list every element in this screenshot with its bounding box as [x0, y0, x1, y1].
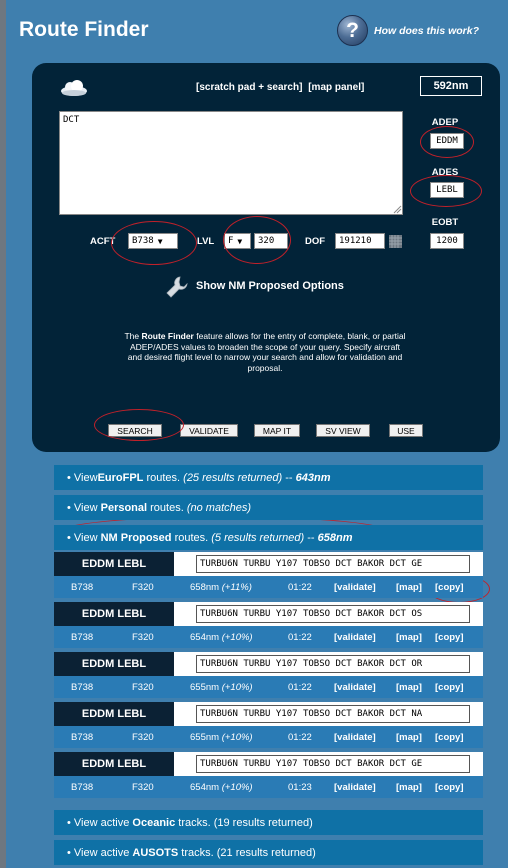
chevron-down-icon: ▼ [237, 236, 243, 246]
validate-link[interactable]: [validate] [334, 731, 376, 743]
eobt-input[interactable]: 1200 [430, 233, 464, 249]
search-button[interactable]: SEARCH [108, 424, 162, 437]
result-level: F320 [132, 781, 154, 793]
ades-label: ADES [431, 167, 459, 178]
map-link[interactable]: [map] [396, 581, 422, 593]
bar-mid: routes. [143, 471, 184, 484]
validate-link[interactable]: [validate] [334, 631, 376, 643]
result-level: F320 [132, 581, 154, 593]
bar-tail: 643nm [295, 471, 331, 484]
validate-link[interactable]: [validate] [334, 681, 376, 693]
airport-pair: EDDM LEBL [54, 552, 174, 576]
distance-display: 592nm [420, 76, 482, 96]
map-panel-link[interactable]: [map panel] [308, 82, 365, 93]
dof-input[interactable]: 191210 [335, 233, 385, 249]
bar-prefix: • View [67, 501, 101, 514]
result-acft: B738 [71, 581, 94, 593]
lvl-prefix-value: F [228, 236, 234, 246]
result-dist-value: 654nm [190, 631, 220, 643]
scratch-pad-textarea[interactable]: DCT [59, 111, 403, 215]
bar-mid: routes. [171, 531, 212, 544]
route-string-field[interactable]: TURBU6N TURBU Y107 TOBSO DCT BAKOR DCT OS [196, 605, 470, 623]
validate-button[interactable]: VALIDATE [180, 424, 238, 437]
bar-post: tracks. (19 results returned) [175, 816, 313, 829]
result-info-row [54, 726, 483, 748]
result-dist-value: 655nm [190, 731, 220, 743]
airport-pair: EDDM LEBL [54, 702, 174, 726]
result-info-row [54, 776, 483, 798]
adep-label: ADEP [431, 117, 459, 128]
result-distance [190, 632, 253, 643]
description-post: feature allows for the entry of complete, blank, or partial ADEP/ADES values to broaden the scope of your query. Specify aircraft and desired flight level to narrow your search and allow for validation and proposal. [127, 331, 406, 373]
bar-prefix: • View active [67, 846, 133, 859]
result-distance [190, 782, 253, 793]
result-item [54, 752, 483, 798]
bar-tail: 658nm [317, 531, 353, 544]
view-nm-proposed-bar[interactable] [54, 525, 483, 550]
left-edge-bar [0, 0, 6, 868]
bar-bold: EuroFPL [97, 471, 144, 484]
description-pre: The [124, 331, 142, 341]
result-percent: (+10%) [221, 781, 253, 793]
result-time: 01:22 [288, 581, 312, 593]
ades-input[interactable]: LEBL [430, 182, 464, 198]
bar-prefix: • View [67, 531, 101, 544]
result-level: F320 [132, 731, 154, 743]
airport-pair: EDDM LEBL [54, 752, 174, 776]
copy-link[interactable]: [copy] [435, 781, 464, 793]
bar-italic: (5 results returned) [211, 531, 305, 544]
use-button[interactable]: USE [389, 424, 423, 437]
result-time: 01:22 [288, 731, 312, 743]
acft-select[interactable] [128, 233, 178, 249]
copy-link[interactable]: [copy] [435, 731, 464, 743]
map-link[interactable]: [map] [396, 781, 422, 793]
view-oceanic-bar[interactable] [54, 810, 483, 835]
bar-bold: NM Proposed [100, 531, 172, 544]
result-percent: (+10%) [221, 631, 253, 643]
view-eurofpl-bar[interactable] [54, 465, 483, 490]
result-info-row [54, 676, 483, 698]
result-distance [190, 732, 253, 743]
result-percent: (+10%) [221, 731, 253, 743]
result-time: 01:22 [288, 631, 312, 643]
bar-post: tracks. (21 results returned) [178, 846, 316, 859]
map-link[interactable]: [map] [396, 731, 422, 743]
map-link[interactable]: [map] [396, 681, 422, 693]
result-level: F320 [132, 681, 154, 693]
bar-post: -- [282, 471, 296, 484]
copy-link[interactable]: [copy] [435, 581, 464, 593]
acft-value: B738 [132, 236, 154, 246]
view-personal-bar[interactable] [54, 495, 483, 520]
show-nm-options-link[interactable]: Show NM Proposed Options [196, 280, 344, 292]
result-distance [190, 582, 252, 593]
result-time: 01:23 [288, 781, 312, 793]
lvl-prefix-select[interactable] [224, 233, 251, 249]
validate-link[interactable]: [validate] [334, 781, 376, 793]
copy-link[interactable]: [copy] [435, 631, 464, 643]
sv-view-button[interactable]: SV VIEW [316, 424, 370, 437]
copy-link[interactable]: [copy] [435, 681, 464, 693]
result-dist-value: 658nm [190, 581, 220, 593]
route-string-field[interactable]: TURBU6N TURBU Y107 TOBSO DCT BAKOR DCT GE [196, 755, 470, 773]
lvl-label: LVL [197, 236, 215, 247]
result-acft: B738 [71, 781, 94, 793]
airport-pair: EDDM LEBL [54, 602, 174, 626]
bar-prefix: • View active [67, 816, 133, 829]
resize-grip-icon[interactable] [392, 204, 402, 214]
bar-italic: (25 results returned) [183, 471, 283, 484]
result-item [54, 702, 483, 748]
adep-input[interactable]: EDDM [430, 133, 464, 149]
result-time: 01:22 [288, 681, 312, 693]
wrench-icon[interactable] [165, 275, 189, 299]
bar-italic: (no matches) [186, 501, 252, 514]
bar-bold: AUSOTS [132, 846, 179, 859]
result-item [54, 652, 483, 698]
result-info-row [54, 576, 483, 598]
validate-link[interactable]: [validate] [334, 581, 376, 593]
description-text [124, 331, 406, 373]
airport-pair: EDDM LEBL [54, 652, 174, 676]
bar-post: -- [304, 531, 318, 544]
scratch-pad-search-link[interactable]: [scratch pad + search] [196, 82, 303, 93]
bar-mid: routes. [147, 501, 187, 514]
result-info-row [54, 626, 483, 648]
route-string-field[interactable]: TURBU6N TURBU Y107 TOBSO DCT BAKOR DCT OR [196, 655, 470, 673]
result-percent: (+10%) [221, 681, 253, 693]
bar-bold: Personal [100, 501, 148, 514]
result-acft: B738 [71, 681, 94, 693]
result-dist-value: 654nm [190, 781, 220, 793]
map-it-button[interactable]: MAP IT [254, 424, 300, 437]
cloud-icon [59, 79, 89, 97]
bar-prefix: • View [67, 471, 98, 484]
chevron-down-icon: ▼ [157, 236, 163, 246]
result-percent: (+11%) [221, 581, 252, 593]
how-does-this-work-link[interactable]: How does this work? [374, 25, 480, 37]
result-item [54, 602, 483, 648]
result-acft: B738 [71, 631, 94, 643]
lvl-input[interactable]: 320 [254, 233, 288, 249]
map-link[interactable]: [map] [396, 631, 422, 643]
route-string-field[interactable]: TURBU6N TURBU Y107 TOBSO DCT BAKOR DCT NA [196, 705, 470, 723]
eobt-label: EOBT [431, 217, 459, 228]
acft-label: ACFT [90, 236, 116, 247]
bar-bold: Oceanic [132, 816, 176, 829]
calendar-icon[interactable] [389, 235, 402, 248]
result-item [54, 552, 483, 598]
panel-links [196, 82, 367, 93]
page-title: Route Finder [19, 18, 149, 41]
dof-label: DOF [305, 236, 326, 247]
result-dist-value: 655nm [190, 681, 220, 693]
description-bold: Route Finder [141, 331, 194, 341]
question-mark-icon[interactable]: ? [337, 15, 368, 46]
route-string-field[interactable]: TURBU6N TURBU Y107 TOBSO DCT BAKOR DCT GE [196, 555, 470, 573]
result-level: F320 [132, 631, 154, 643]
view-ausots-bar[interactable] [54, 840, 483, 865]
route-finder-panel [32, 63, 500, 452]
result-acft: B738 [71, 731, 94, 743]
result-distance [190, 682, 253, 693]
